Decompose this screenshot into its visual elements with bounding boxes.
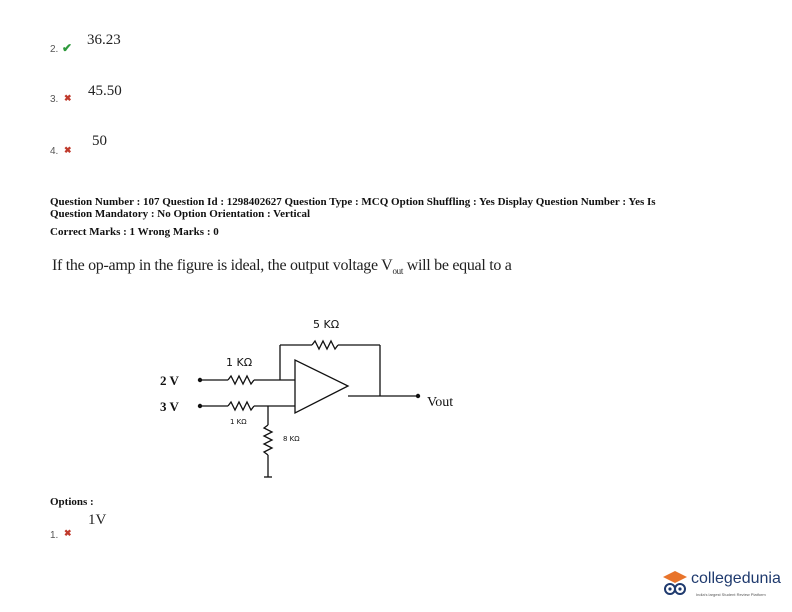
wrong-cross-icon: ✖ [64, 93, 72, 103]
op-amp-circuit-diagram [150, 305, 470, 490]
option-1-number: 1. [50, 530, 59, 541]
question-text-subscript: out [392, 266, 404, 277]
brand-name: collegedunia [691, 570, 781, 587]
feedback-resistor-label: 5 KΩ [313, 318, 340, 331]
option-2-number: 2. [50, 44, 59, 55]
correct-check-icon: ✔ [62, 41, 73, 55]
option-1-value: 1V [88, 512, 107, 528]
question-meta-line2: Question Mandatory : No Option Orientation : Vertical [50, 208, 311, 220]
output-terminal [416, 394, 420, 398]
option-3-value: 45.50 [88, 83, 122, 99]
input2-voltage-label: 3 V [160, 399, 179, 414]
question-text [52, 257, 512, 276]
option-4-value: 50 [92, 133, 107, 149]
ground-resistor-label: 8 KΩ [283, 435, 300, 443]
question-meta-line1: Question Number : 107 Question Id : 1298402627 Question Type : MCQ Option Shuffling : Yes Display Question Number : Yes Is [50, 196, 656, 208]
question-text-before: If the op-amp in the figure is ideal, the output voltage V [52, 257, 393, 274]
input1-terminal [198, 378, 202, 382]
question-text-after: will be equal to a [403, 257, 512, 274]
wrong-cross-icon: ✖ [64, 145, 72, 155]
output-label: Vout [427, 395, 454, 410]
op-amp-triangle [295, 360, 348, 413]
question-marks: Correct Marks : 1 Wrong Marks : 0 [50, 226, 219, 238]
input1-resistor-label: 1 KΩ [226, 356, 253, 369]
input2-terminal [198, 404, 202, 408]
option-2-value: 36.23 [87, 32, 121, 48]
wrong-cross-icon: ✖ [64, 528, 72, 538]
logo-cap-icon [662, 569, 688, 597]
brand-tagline: India's largest Student Review Platform [696, 592, 766, 597]
options-label: Options : [50, 496, 94, 508]
input2-resistor-label: 1 KΩ [230, 418, 247, 426]
input1-voltage-label: 2 V [160, 373, 179, 388]
option-3-number: 3. [50, 94, 59, 105]
option-4-number: 4. [50, 146, 59, 157]
collegedunia-logo [662, 566, 787, 606]
